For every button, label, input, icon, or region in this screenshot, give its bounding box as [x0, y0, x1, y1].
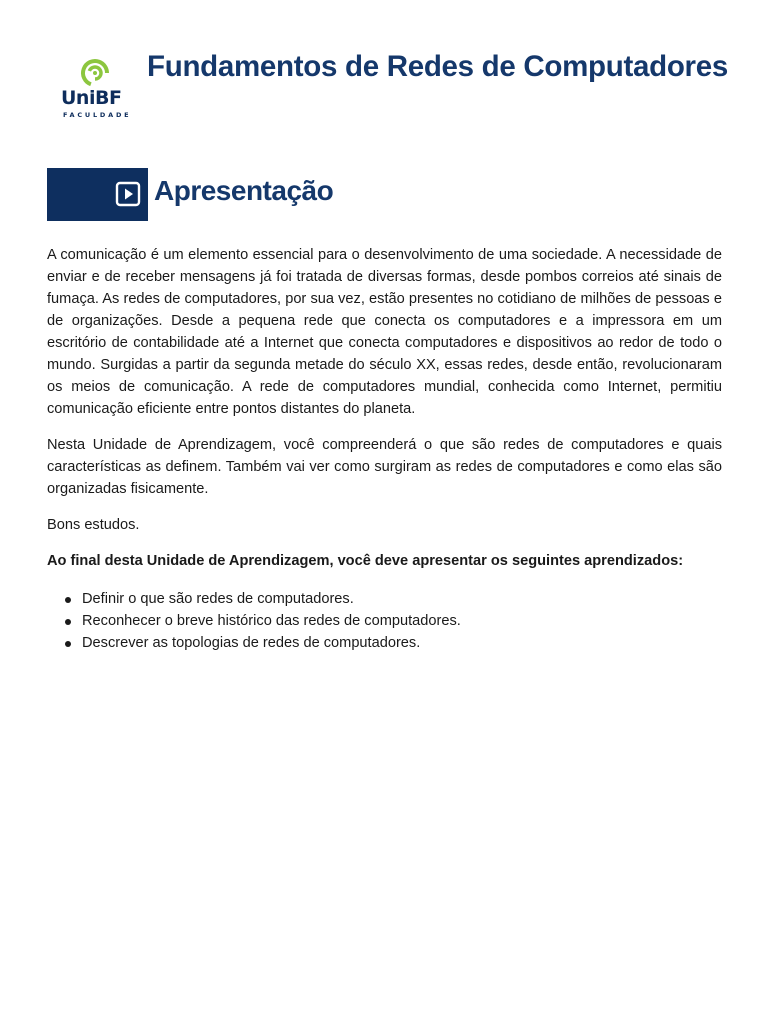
document-title: Fundamentos de Redes de Computadores [147, 50, 728, 83]
unibf-logo [56, 52, 136, 122]
intro-paragraph: A comunicação é um elemento essencial para o desenvolvimento de uma sociedade. A necessidade de enviar e de receber mensagens já foi tratada de diversas formas, desde pombos correios até sinais de fumaça. As redes de computadores, por sua vez, estão presentes no cotidiano de milhões de pessoas e de organizações. Desde a pequena rede que conecta os computadores e a impressora em um escritório de contabilidade até a Internet que conecta computadores e dispositivos ao redor de todo o mundo. Surgidas a partir da segunda metade do século XX, essas redes, desde então, revolucionaram os meios de comunicação. A rede de computadores mundial, conhecida como Internet, permitiu comunicação eficiente entre pontos distantes do planeta. [47, 247, 722, 417]
unit-paragraph: Nesta Unidade de Aprendizagem, você compreenderá o que são redes de computadores e quais características as definem. Também vai ver como surgiram as redes de computadores e como elas são organizadas fisicamente. [47, 437, 722, 497]
section-banner [47, 168, 148, 221]
closing-paragraph: Bons estudos. [47, 517, 140, 533]
goals-heading: Ao final desta Unidade de Aprendizagem, você deve apresentar os seguintes aprendizados: [47, 553, 684, 569]
goals-list [47, 588, 722, 654]
play-icon [115, 181, 141, 207]
logo-name: UniBF [61, 87, 122, 109]
section-title: Apresentação [154, 175, 334, 206]
page-header [0, 0, 768, 130]
content-body [47, 244, 722, 654]
list-item: Descrever as topologias de redes de computadores. [82, 632, 722, 654]
logo-subtitle: FACULDADE [63, 111, 132, 119]
list-item: Reconhecer o breve histórico das redes de computadores. [82, 610, 722, 632]
list-item: Definir o que são redes de computadores. [82, 588, 722, 610]
logo-swirl-icon [78, 56, 114, 88]
